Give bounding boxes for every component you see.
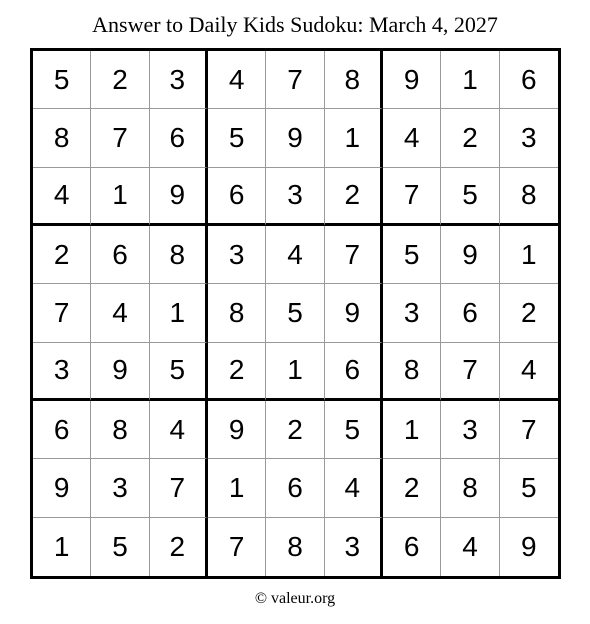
sudoku-cell[interactable]: 7 [150,459,208,517]
sudoku-cell[interactable]: 4 [208,51,266,109]
sudoku-cell[interactable]: 8 [441,459,499,517]
sudoku-cell[interactable]: 1 [150,284,208,342]
sudoku-cell[interactable]: 3 [383,284,441,342]
sudoku-cell[interactable]: 4 [266,226,324,284]
sudoku-cell[interactable]: 9 [325,284,383,342]
sudoku-cell[interactable]: 6 [500,51,558,109]
sudoku-cell[interactable]: 2 [383,459,441,517]
sudoku-cell[interactable]: 5 [33,51,91,109]
sudoku-cell[interactable]: 5 [266,284,324,342]
sudoku-cell[interactable]: 2 [91,51,149,109]
sudoku-cell[interactable]: 1 [325,109,383,167]
sudoku-cell[interactable]: 4 [441,518,499,576]
sudoku-cell[interactable]: 4 [383,109,441,167]
sudoku-cell[interactable]: 9 [150,168,208,226]
sudoku-cell[interactable]: 7 [325,226,383,284]
sudoku-cell[interactable]: 6 [266,459,324,517]
sudoku-cell[interactable]: 9 [441,226,499,284]
sudoku-cell[interactable]: 1 [91,168,149,226]
sudoku-cell[interactable]: 6 [383,518,441,576]
sudoku-cell[interactable]: 8 [325,51,383,109]
sudoku-cell[interactable]: 7 [441,343,499,401]
sudoku-cell[interactable]: 5 [383,226,441,284]
sudoku-cell[interactable]: 3 [208,226,266,284]
sudoku-cell[interactable]: 4 [91,284,149,342]
sudoku-cell[interactable]: 8 [150,226,208,284]
sudoku-cell[interactable]: 3 [325,518,383,576]
sudoku-cell[interactable]: 4 [500,343,558,401]
sudoku-cell[interactable]: 1 [441,51,499,109]
sudoku-cell[interactable]: 8 [500,168,558,226]
sudoku-cell[interactable]: 9 [521,530,537,562]
sudoku-cell[interactable]: 2 [150,518,208,576]
sudoku-cell[interactable]: 8 [91,401,149,459]
sudoku-cell[interactable]: 5 [208,109,266,167]
sudoku-cell[interactable]: 3 [33,343,91,401]
sudoku-cell[interactable]: 7 [33,284,91,342]
sudoku-cell[interactable]: 6 [91,226,149,284]
sudoku-board [30,48,561,579]
sudoku-cell[interactable]: 9 [33,459,91,517]
sudoku-cell[interactable]: 8 [383,343,441,401]
sudoku-cell[interactable]: 8 [33,109,91,167]
sudoku-cell[interactable]: 1 [383,401,441,459]
sudoku-cell[interactable]: 3 [266,168,324,226]
sudoku-cell[interactable]: 8 [208,284,266,342]
sudoku-cell[interactable]: 1 [500,226,558,284]
sudoku-cell[interactable]: 2 [325,168,383,226]
sudoku-cell[interactable]: 2 [208,343,266,401]
sudoku-cell[interactable]: 7 [383,168,441,226]
sudoku-cell[interactable]: 6 [441,284,499,342]
sudoku-cell[interactable]: 4 [150,401,208,459]
sudoku-cell[interactable]: 1 [33,518,91,576]
sudoku-cell[interactable]: 5 [500,459,558,517]
sudoku-cell[interactable]: 3 [91,459,149,517]
sudoku-cell[interactable]: 5 [441,168,499,226]
sudoku-cell[interactable]: 3 [150,51,208,109]
sudoku-cell[interactable]: 2 [266,401,324,459]
sudoku-cell[interactable]: 6 [208,168,266,226]
sudoku-cell[interactable]: 8 [266,518,324,576]
copyright-footer: © valeur.org [254,590,336,607]
sudoku-cell[interactable]: 6 [325,343,383,401]
sudoku-cell[interactable]: 2 [33,226,91,284]
sudoku-cell[interactable]: 9 [208,401,266,459]
sudoku-cell[interactable]: 5 [325,401,383,459]
sudoku-cell[interactable]: 9 [383,51,441,109]
sudoku-cell[interactable]: 4 [325,459,383,517]
sudoku-cell[interactable]: 7 [266,51,324,109]
sudoku-cell[interactable]: 7 [208,518,266,576]
sudoku-cell[interactable]: 7 [500,401,558,459]
sudoku-cell[interactable]: 3 [500,109,558,167]
sudoku-cell[interactable]: 1 [266,343,324,401]
sudoku-cell[interactable]: 6 [33,401,91,459]
sudoku-cell[interactable]: 4 [33,168,91,226]
sudoku-cell[interactable]: 9 [91,343,149,401]
sudoku-cell[interactable]: 6 [150,109,208,167]
sudoku-cell[interactable]: 5 [91,518,149,576]
sudoku-cell[interactable]: 3 [441,401,499,459]
sudoku-cell[interactable]: 2 [441,109,499,167]
page-title: Answer to Daily Kids Sudoku: March 4, 2027 [92,12,498,37]
sudoku-cell[interactable]: 5 [150,343,208,401]
sudoku-cell[interactable]: 7 [91,109,149,167]
sudoku-cell[interactable]: 1 [208,459,266,517]
sudoku-cell[interactable]: 9 [266,109,324,167]
sudoku-cell[interactable]: 2 [500,284,558,342]
